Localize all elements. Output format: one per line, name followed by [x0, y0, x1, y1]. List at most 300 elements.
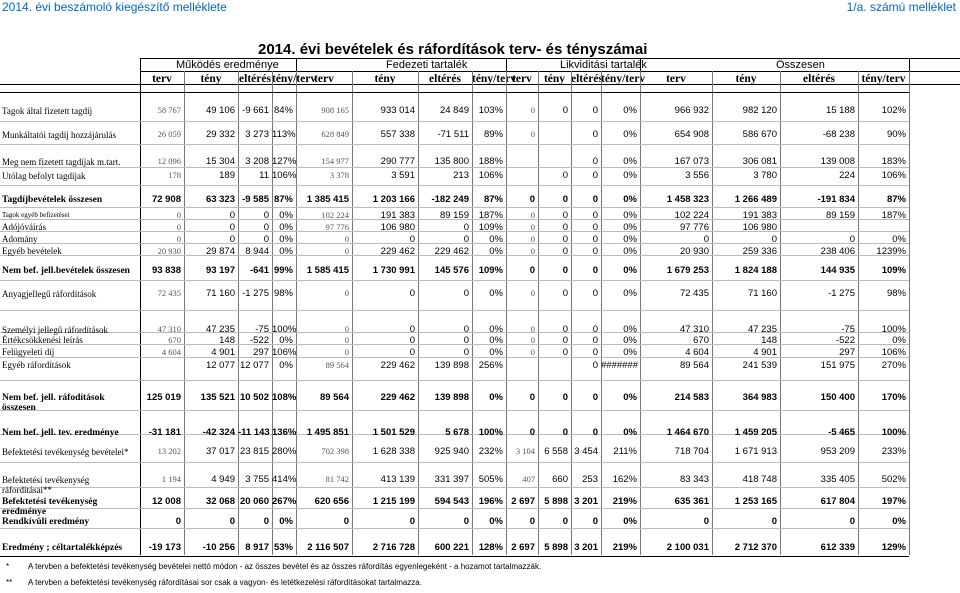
table-cell: 2 100 031	[666, 542, 709, 553]
table-cell: 0%	[489, 347, 503, 358]
table-cell: 229 462	[380, 360, 415, 371]
row-label: Tagok egyéb befizetései	[2, 211, 70, 219]
table-cell: 0%	[489, 288, 503, 299]
table-cell: 47 310	[157, 324, 181, 334]
table-cell: 620 656	[314, 496, 349, 507]
table-cell: 0	[562, 265, 568, 276]
table-row	[0, 147, 960, 169]
group-header-reserve: Fedezeti tartalék	[386, 59, 468, 71]
table-cell: 0	[562, 210, 568, 221]
table-cell: 0	[409, 324, 415, 335]
table-cell: 145 576	[434, 265, 469, 276]
group-header-operations: Működés eredménye	[176, 59, 279, 71]
table-cell: -31 181	[148, 427, 181, 438]
column-header: eltérés	[429, 73, 461, 85]
table-row	[0, 170, 960, 183]
table-row	[0, 124, 960, 142]
table-row	[0, 95, 960, 118]
table-cell: 0%	[279, 360, 293, 371]
table-cell: 953 209	[820, 446, 855, 457]
table-cell: 4 901	[753, 347, 777, 358]
table-cell: 414%	[272, 474, 297, 485]
table-cell: 0%	[623, 170, 637, 181]
table-cell: 0	[562, 392, 568, 403]
table-cell: 197%	[881, 496, 906, 507]
table-cell: -191 834	[817, 194, 855, 205]
row-label: Nem bef. jell. ráfodítások összesen	[2, 393, 105, 413]
table-cell: -75	[255, 324, 269, 335]
table-cell: 0	[263, 210, 269, 221]
column-header: eltérés	[803, 73, 835, 85]
table-cell: 0%	[623, 392, 637, 403]
table-row	[0, 258, 960, 278]
grid-line	[0, 462, 909, 463]
table-cell: 106%	[881, 170, 906, 181]
table-cell: 0%	[623, 347, 637, 358]
table-cell: 71 160	[205, 288, 235, 299]
table-cell: -68 238	[822, 129, 855, 140]
table-cell: 100%	[272, 324, 297, 335]
table-row	[0, 383, 960, 413]
table-cell: 106%	[272, 347, 297, 358]
table-cell: 0	[175, 516, 181, 527]
table-cell: 0	[344, 324, 349, 334]
table-cell: 0	[463, 347, 469, 358]
row-label: Adójóváírás	[2, 222, 46, 232]
table-cell: 1 495 851	[306, 427, 349, 438]
table-cell: 0	[562, 170, 568, 181]
table-cell: 12 077	[205, 360, 235, 371]
column-header: tény/terv	[861, 73, 906, 85]
table-cell: 97 776	[325, 222, 349, 232]
table-cell: 12 077	[239, 360, 269, 371]
table-cell: 0%	[489, 516, 503, 527]
table-row	[0, 531, 960, 555]
table-cell: 139 898	[434, 360, 469, 371]
table-cell: 135 521	[200, 392, 235, 403]
table-cell: 154 977	[321, 156, 349, 166]
table-cell: 162%	[612, 474, 637, 485]
table-cell: 97 776	[679, 222, 709, 233]
row-label: Tagdíjbevételek összesen	[2, 195, 103, 205]
table-cell: 170%	[881, 392, 906, 403]
grid-line	[0, 556, 909, 557]
table-cell: 89 564	[679, 360, 709, 371]
table-cell: 8 917	[245, 542, 269, 553]
table-cell: -11 143	[238, 427, 270, 438]
table-cell: 0	[463, 516, 469, 527]
table-cell: 241 539	[742, 360, 777, 371]
table-cell: 0	[529, 392, 535, 403]
table-cell: 5 898	[544, 542, 568, 553]
table-cell: -10 256	[202, 542, 235, 553]
table-row	[0, 335, 960, 346]
table-cell: 0	[592, 156, 598, 167]
table-cell: 0	[229, 222, 235, 233]
table-cell: -42 324	[202, 427, 235, 438]
table-cell: 1 203 166	[372, 194, 415, 205]
document-caption: 2014. évi beszámoló kiegészítő melléklete	[2, 0, 227, 14]
table-cell: 87%	[483, 194, 503, 205]
table-cell: 189	[219, 170, 235, 181]
table-cell: 4 901	[211, 347, 235, 358]
table-cell: 0	[409, 347, 415, 358]
table-cell: 628 849	[321, 129, 349, 139]
grid-line	[0, 92, 909, 93]
table-cell: 89%	[483, 129, 503, 140]
table-cell: 0%	[623, 335, 637, 346]
table-cell: 617 804	[820, 496, 855, 507]
column-header: tény/terv	[472, 73, 517, 85]
table-cell: 89 159	[825, 210, 855, 221]
table-cell: 139 898	[434, 392, 469, 403]
table-cell: 98%	[273, 288, 293, 299]
attachment-number: 1/a. számú melléklet	[846, 0, 956, 14]
footnote-text: A tervben a befektetési tevékenység ráfordításai sor csak a vagyon- és letétkezelési ráfordításokat tartalmazza.	[28, 578, 422, 587]
table-cell: 0	[530, 335, 535, 345]
table-cell: 100%	[881, 324, 906, 335]
grid-line	[0, 84, 960, 85]
table-cell: 89 159	[439, 210, 469, 221]
table-cell: 0	[229, 234, 235, 245]
table-cell: 1 215 199	[372, 496, 415, 507]
group-header-liquidity: Likviditási tartalék	[560, 59, 647, 71]
table-cell: 136%	[272, 427, 297, 438]
table-cell: 213	[453, 170, 469, 181]
table-cell: 0	[562, 222, 568, 233]
table-cell: -1 275	[242, 288, 269, 299]
table-cell: 0%	[489, 392, 503, 403]
table-cell: 84%	[273, 105, 293, 116]
row-label: Befektetési tevékenység ráfordításai**	[2, 475, 90, 495]
column-header: tény	[543, 73, 566, 85]
table-cell: 670	[693, 335, 709, 346]
table-cell: 219%	[612, 496, 637, 507]
table-row	[0, 490, 960, 517]
table-row	[0, 246, 960, 257]
table-cell: 0%	[623, 222, 637, 233]
table-cell: 0	[562, 105, 568, 116]
table-cell: 135 800	[434, 156, 469, 167]
table-cell: 0	[409, 288, 415, 299]
footnote-mark: **	[6, 578, 13, 587]
table-row	[0, 360, 960, 371]
table-cell: 89 564	[319, 392, 349, 403]
table-cell: 0%	[623, 265, 637, 276]
table-cell: 253	[582, 474, 598, 485]
table-cell: 150 400	[820, 392, 855, 403]
table-cell: 12 008	[151, 496, 181, 507]
table-cell: 3 378	[329, 170, 349, 180]
grid-line	[140, 58, 960, 59]
table-cell: 6 558	[544, 446, 568, 457]
table-cell: 11	[259, 170, 269, 181]
table-cell: 20 060	[239, 496, 269, 507]
table-cell: 0	[529, 516, 535, 527]
table-cell: 4 949	[211, 474, 235, 485]
table-cell: 103%	[478, 105, 503, 116]
table-cell: 0	[344, 335, 349, 345]
table-cell: 0%	[489, 324, 503, 335]
table-cell: 139 008	[820, 156, 855, 167]
table-cell: -19 173	[148, 542, 181, 553]
table-cell: 100%	[478, 427, 503, 438]
table-cell: 102 224	[321, 210, 349, 220]
table-cell: 407	[522, 474, 535, 484]
table-cell: 557 338	[380, 129, 415, 140]
table-cell: 3 201	[574, 542, 598, 553]
table-cell: 0	[530, 129, 535, 139]
table-row	[0, 210, 960, 220]
row-label: Nem bef. jell.bevételek összesen	[2, 266, 130, 276]
table-cell: 100%	[881, 427, 906, 438]
table-cell: 29 874	[205, 246, 235, 257]
table-cell: 1 679 253	[666, 265, 709, 276]
table-cell: 0%	[279, 516, 293, 527]
table-cell: 24 849	[439, 105, 469, 116]
table-row	[0, 234, 960, 245]
table-cell: 0	[703, 234, 709, 245]
table-cell: 108%	[272, 392, 297, 403]
table-cell: 0	[562, 288, 568, 299]
table-cell: -9 585	[242, 194, 269, 205]
table-cell: 219%	[612, 542, 637, 553]
table-cell: 0%	[623, 234, 637, 245]
group-header-total: Összesen	[776, 59, 825, 71]
table-cell: 0	[530, 105, 535, 115]
table-cell: 0	[176, 234, 181, 244]
table-cell: 191 383	[380, 210, 415, 221]
table-cell: 0	[529, 265, 535, 276]
table-cell: 0%	[623, 516, 637, 527]
table-cell: 109%	[478, 222, 503, 233]
table-cell: 71 160	[747, 288, 777, 299]
row-label: Tagok által fizetett tagdíj	[2, 106, 93, 116]
table-cell: 0	[530, 288, 535, 298]
table-cell: 0	[530, 347, 535, 357]
column-header: tény	[200, 73, 222, 85]
table-cell: 280%	[272, 446, 297, 457]
table-cell: 4 604	[685, 347, 709, 358]
table-cell: 0%	[623, 246, 637, 257]
table-cell: 106%	[272, 170, 297, 181]
column-header: terv	[666, 73, 686, 85]
table-cell: 106%	[881, 347, 906, 358]
table-cell: 0	[592, 516, 598, 527]
table-cell: 0%	[892, 335, 906, 346]
table-cell: 3 201	[574, 496, 598, 507]
table-cell: 1 459 205	[734, 427, 777, 438]
table-cell: 0%	[279, 210, 293, 221]
table-cell: 1 585 415	[306, 265, 349, 276]
table-cell: 0	[229, 516, 235, 527]
table-cell: 47 310	[679, 324, 709, 335]
table-cell: 966 932	[674, 105, 709, 116]
table-cell: 297	[253, 347, 269, 358]
table-cell: 505%	[478, 474, 503, 485]
table-cell: 259 336	[742, 246, 777, 257]
table-cell: 87%	[273, 194, 293, 205]
table-cell: 148	[219, 335, 235, 346]
table-cell: 0	[344, 246, 349, 256]
table-cell: 0	[562, 347, 568, 358]
table-cell: -522	[835, 335, 855, 346]
table-cell: 0	[529, 427, 535, 438]
table-cell: 3 208	[245, 156, 269, 167]
table-cell: 72 435	[157, 288, 181, 298]
table-cell: 214 583	[674, 392, 709, 403]
table-cell: 224	[839, 170, 855, 181]
grid-line	[140, 71, 960, 72]
table-cell: 364 983	[742, 392, 777, 403]
table-cell: 0	[592, 360, 598, 371]
table-cell: 718 704	[674, 446, 709, 457]
table-row	[0, 222, 960, 233]
table-cell: 418 748	[742, 474, 777, 485]
table-cell: -5 465	[828, 427, 855, 438]
table-cell: 229 462	[380, 246, 415, 257]
table-cell: -75	[841, 324, 855, 335]
grid-line	[0, 380, 909, 381]
table-cell: 2 116 507	[307, 542, 349, 553]
table-cell: 0	[771, 234, 777, 245]
table-cell: 93 838	[151, 265, 181, 276]
table-cell: 233%	[881, 446, 906, 457]
table-cell: -1 275	[828, 288, 855, 299]
table-cell: 0	[176, 210, 181, 220]
row-label: Anyagjellegű ráfordítások	[2, 289, 97, 299]
table-cell: 0	[592, 194, 598, 205]
table-cell: 0	[409, 234, 415, 245]
table-cell: 151 975	[820, 360, 855, 371]
table-cell: 0	[592, 335, 598, 346]
table-cell: 72 908	[151, 194, 181, 205]
table-cell: -522	[249, 335, 269, 346]
table-cell: 106%	[478, 170, 503, 181]
table-cell: 502%	[881, 474, 906, 485]
table-cell: 2 697	[511, 496, 535, 507]
table-cell: 3 104	[515, 446, 535, 456]
table-cell: 1 730 991	[372, 265, 415, 276]
table-cell: 256%	[478, 360, 503, 371]
table-row	[0, 283, 960, 301]
table-cell: 0	[409, 516, 415, 527]
table-cell: 413 139	[380, 474, 415, 485]
table-cell: 238 406	[820, 246, 855, 257]
table-cell: 20 930	[157, 246, 181, 256]
table-cell: 87%	[886, 194, 906, 205]
column-header: tény/terv	[601, 73, 646, 85]
table-cell: 0	[229, 210, 235, 221]
table-cell: 53%	[273, 542, 293, 553]
table-cell: 3 591	[391, 170, 415, 181]
table-cell: 0%	[623, 129, 637, 140]
table-cell: 2 716 728	[372, 542, 415, 553]
table-cell: -182 249	[431, 194, 469, 205]
table-cell: 1 458 323	[666, 194, 709, 205]
table-cell: 102%	[881, 105, 906, 116]
table-cell: 0%	[489, 234, 503, 245]
row-label: Egyéb bevételek	[2, 246, 62, 256]
table-cell: 63 323	[205, 194, 235, 205]
table-cell: 0	[530, 222, 535, 232]
table-cell: 0	[592, 347, 598, 358]
table-cell: 586 670	[742, 129, 777, 140]
table-cell: 47 235	[205, 324, 235, 335]
table-cell: 229 462	[434, 246, 469, 257]
table-cell: 0%	[279, 335, 293, 346]
table-cell: 270%	[881, 360, 906, 371]
table-cell: 0	[463, 324, 469, 335]
table-cell: 600 221	[434, 542, 469, 553]
table-cell: 1 253 165	[734, 496, 777, 507]
table-cell: 0	[463, 222, 469, 233]
table-cell: 58 767	[157, 105, 181, 115]
column-header: terv	[152, 73, 172, 85]
table-cell: 1 385 415	[306, 194, 349, 205]
table-cell: 0	[263, 222, 269, 233]
table-cell: 0	[592, 222, 598, 233]
grid-line	[0, 144, 909, 145]
table-cell: 0%	[623, 210, 637, 221]
table-cell: 0	[592, 427, 598, 438]
table-cell: 0	[849, 516, 855, 527]
table-cell: 81 742	[325, 474, 349, 484]
table-cell: 0	[592, 170, 598, 181]
table-cell: 0%	[623, 427, 637, 438]
table-row	[0, 511, 960, 529]
grid-line	[0, 280, 909, 281]
table-cell: 933 014	[380, 105, 415, 116]
table-cell: 229 462	[380, 392, 415, 403]
table-cell: 0%	[892, 234, 906, 245]
row-label: Adomány	[2, 234, 38, 244]
table-cell: 267%	[272, 496, 297, 507]
footnote-text: A tervben a befektetési tevékenység bevételei nettó módon - az összes bevétel és az összes ráfordítás egyenlegeként - a hozamot tartalmazzák.	[28, 562, 542, 571]
table-cell: 232%	[478, 446, 503, 457]
table-cell: 2 697	[511, 542, 535, 553]
table-cell: 0	[463, 234, 469, 245]
table-cell: 0%	[279, 234, 293, 245]
row-label: Felügyeleti díj	[2, 347, 55, 357]
table-cell: 0	[592, 105, 598, 116]
row-label: Nem bef. jell. tev. eredménye	[2, 428, 119, 438]
table-cell: 0	[849, 234, 855, 245]
table-cell: 183%	[881, 156, 906, 167]
row-label: Eredmény ; céltartalékképzés	[2, 543, 123, 553]
table-cell: 167 073	[674, 156, 709, 167]
table-cell: 0	[562, 324, 568, 335]
table-cell: -9 661	[242, 105, 269, 116]
table-cell: 290 777	[380, 156, 415, 167]
table-cell: 1 194	[161, 474, 181, 484]
table-cell: 23 815	[239, 446, 269, 457]
table-cell: 925 940	[434, 446, 469, 457]
table-cell: 0	[176, 222, 181, 232]
table-cell: 113%	[272, 129, 296, 140]
table-cell: 0	[263, 516, 269, 527]
table-cell: 702 398	[321, 446, 349, 456]
column-header: tény/terv	[272, 73, 317, 85]
table-cell: 12 096	[157, 156, 181, 166]
table-cell: -641	[249, 265, 269, 276]
table-cell: 0	[463, 335, 469, 346]
table-cell: 3 780	[753, 170, 777, 181]
column-header: eltérés	[239, 73, 271, 85]
column-header: terv	[512, 73, 532, 85]
table-cell: 654 908	[674, 129, 709, 140]
table-row	[0, 413, 960, 440]
